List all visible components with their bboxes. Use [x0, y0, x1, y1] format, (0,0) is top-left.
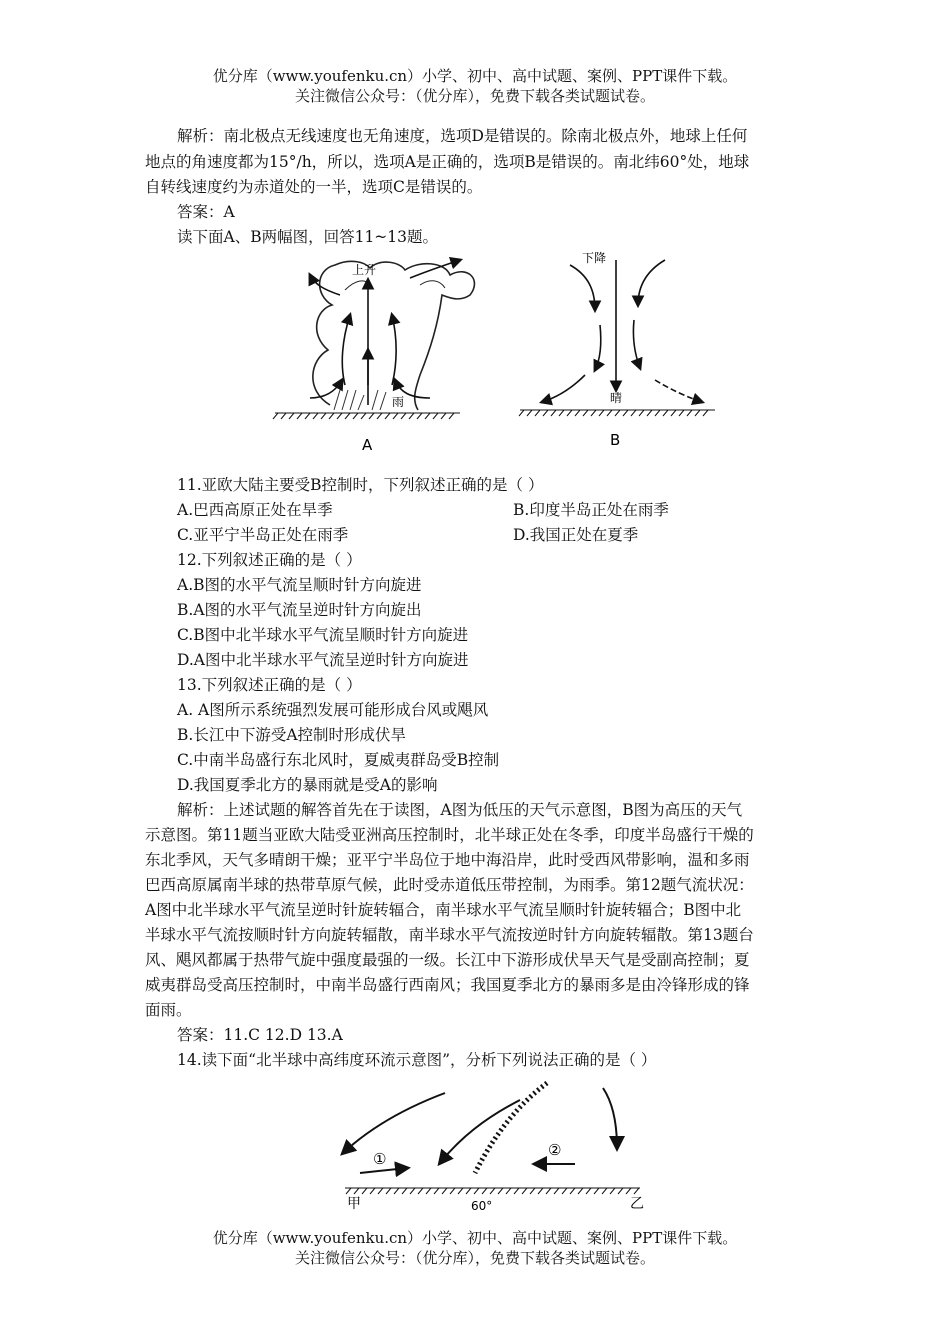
- ground-b: [519, 410, 715, 416]
- analysis-11-line-5: A图中北半球水平气流呈逆时针旋转辐合，南半球水平气流呈顺时针旋转辐合；B图中北: [145, 901, 742, 919]
- figure-14-circulation: [335, 1078, 655, 1218]
- front-line: [475, 1083, 547, 1173]
- analysis-11-line-3: 东北季风，天气多晴朗干燥；亚平宁半岛位于地中海沿岸，此时受西风带影响，温和多雨: [145, 851, 750, 869]
- label-down: 下降: [582, 251, 607, 265]
- label-60-degrees: 60°: [471, 1199, 493, 1213]
- figure-b-arrows: [542, 260, 702, 402]
- q12-option-d: D.A图中北半球水平气流呈逆时针方向旋进: [177, 651, 469, 669]
- analysis-11-line-6: 半球水平气流按顺时针方向旋转辐散，南半球水平气流按逆时针方向旋转辐散。第13题台: [145, 926, 754, 944]
- analysis-10-line-2: 地点的角速度都为15°/h，所以，选项A是正确的，选项B是错误的。南北纬60°处，地球: [145, 153, 750, 171]
- q12-option-b: B.A图的水平气流呈逆时针方向旋出: [177, 601, 422, 619]
- ground-14: [345, 1188, 640, 1194]
- label-up: 上升: [352, 263, 377, 277]
- analysis-11-line-2: 示意图。第11题当亚欧大陆受亚洲高压控制时，北半球正处在冬季，印度半岛盛行干燥的: [145, 826, 754, 844]
- analysis-11-line-8: 威夷群岛受高压控制时，中南半岛盛行西南风；我国夏季北方的暴雨多是由冷锋形成的锋: [145, 976, 750, 994]
- ground-a: [273, 413, 460, 419]
- label-rain: 雨: [392, 395, 405, 409]
- q12-option-c: C.B图中北半球水平气流呈顺时针方向旋进: [177, 626, 469, 644]
- q11-option-a: A.巴西高原正处在旱季: [177, 501, 333, 519]
- page-header-line-2: 关注微信公众号：（优分库），免费下载各类试题试卷。: [294, 87, 655, 105]
- label-yi: 乙: [630, 1196, 644, 1212]
- circle-label-1: ①: [373, 1150, 387, 1168]
- q13-option-d: D.我国夏季北方的暴雨就是受A的影响: [177, 776, 438, 794]
- label-sunny: 晴: [610, 391, 623, 405]
- label-jia: 甲: [347, 1196, 361, 1212]
- q14-stem: 14.读下面“北半球中高纬度环流示意图”，分析下列说法正确的是（ ）: [177, 1051, 657, 1069]
- q11-stem: 11.亚欧大陆主要受B控制时，下列叙述正确的是（ ）: [177, 476, 544, 494]
- page-footer-line-1: 优分库（www.youfenku.cn）小学、初中、高中试题、案例、PPT课件下载。: [212, 1229, 738, 1247]
- circle-label-2: ②: [548, 1141, 562, 1159]
- q12-stem: 12.下列叙述正确的是（ ）: [177, 551, 362, 569]
- analysis-11-line-7: 风、飓风都属于热带气旋中强度最强的一级。长江中下游形成伏旱天气是受副高控制；夏: [145, 951, 750, 969]
- q12-option-a: A.B图的水平气流呈顺时针方向旋进: [177, 576, 422, 594]
- analysis-10-line-1: 解析：南北极点无线速度也无角速度，选项D是错误的。除南北极点外，地球上任何: [177, 127, 748, 145]
- q11-option-c: C.亚平宁半岛正处在雨季: [177, 526, 349, 544]
- analysis-11-line-1: 解析：上述试题的解答首先在于读图，A图为低压的天气示意图，B图为高压的天气: [177, 801, 743, 819]
- rain-hatching: [334, 390, 386, 410]
- q11-option-b: B.印度半岛正处在雨季: [513, 501, 669, 519]
- page-footer-line-2: 关注微信公众号：（优分库），免费下载各类试题试卷。: [294, 1249, 655, 1267]
- figure-a-b: [270, 250, 720, 455]
- answer-11-13: 答案：11.C 12.D 13.A: [177, 1026, 343, 1044]
- q13-option-a: A. A图所示系统强烈发展可能形成台风或飓风: [177, 701, 489, 719]
- intro-11-13: 读下面A、B两幅图，回答11~13题。: [177, 228, 439, 246]
- q13-option-c: C.中南半岛盛行东北风时，夏威夷群岛受B控制: [177, 751, 500, 769]
- page-header-line-1: 优分库（www.youfenku.cn）小学、初中、高中试题、案例、PPT课件下载。: [212, 67, 738, 85]
- q13-stem: 13.下列叙述正确的是（ ）: [177, 676, 362, 694]
- answer-10: 答案：A: [177, 203, 235, 221]
- analysis-10-line-3: 自转线速度约为赤道处的一半，选项C是错误的。: [145, 178, 483, 196]
- label-figure-a: A: [362, 436, 373, 454]
- q13-option-b: B.长江中下游受A控制时形成伏旱: [177, 726, 407, 744]
- label-figure-b: B: [610, 431, 621, 449]
- q11-option-d: D.我国正处在夏季: [513, 526, 639, 544]
- analysis-11-line-9: 面雨。: [145, 1001, 192, 1019]
- analysis-11-line-4: 巴西高原属南半球的热带草原气候，此时受赤道低压带控制，为雨季。第12题气流状况：: [145, 876, 754, 894]
